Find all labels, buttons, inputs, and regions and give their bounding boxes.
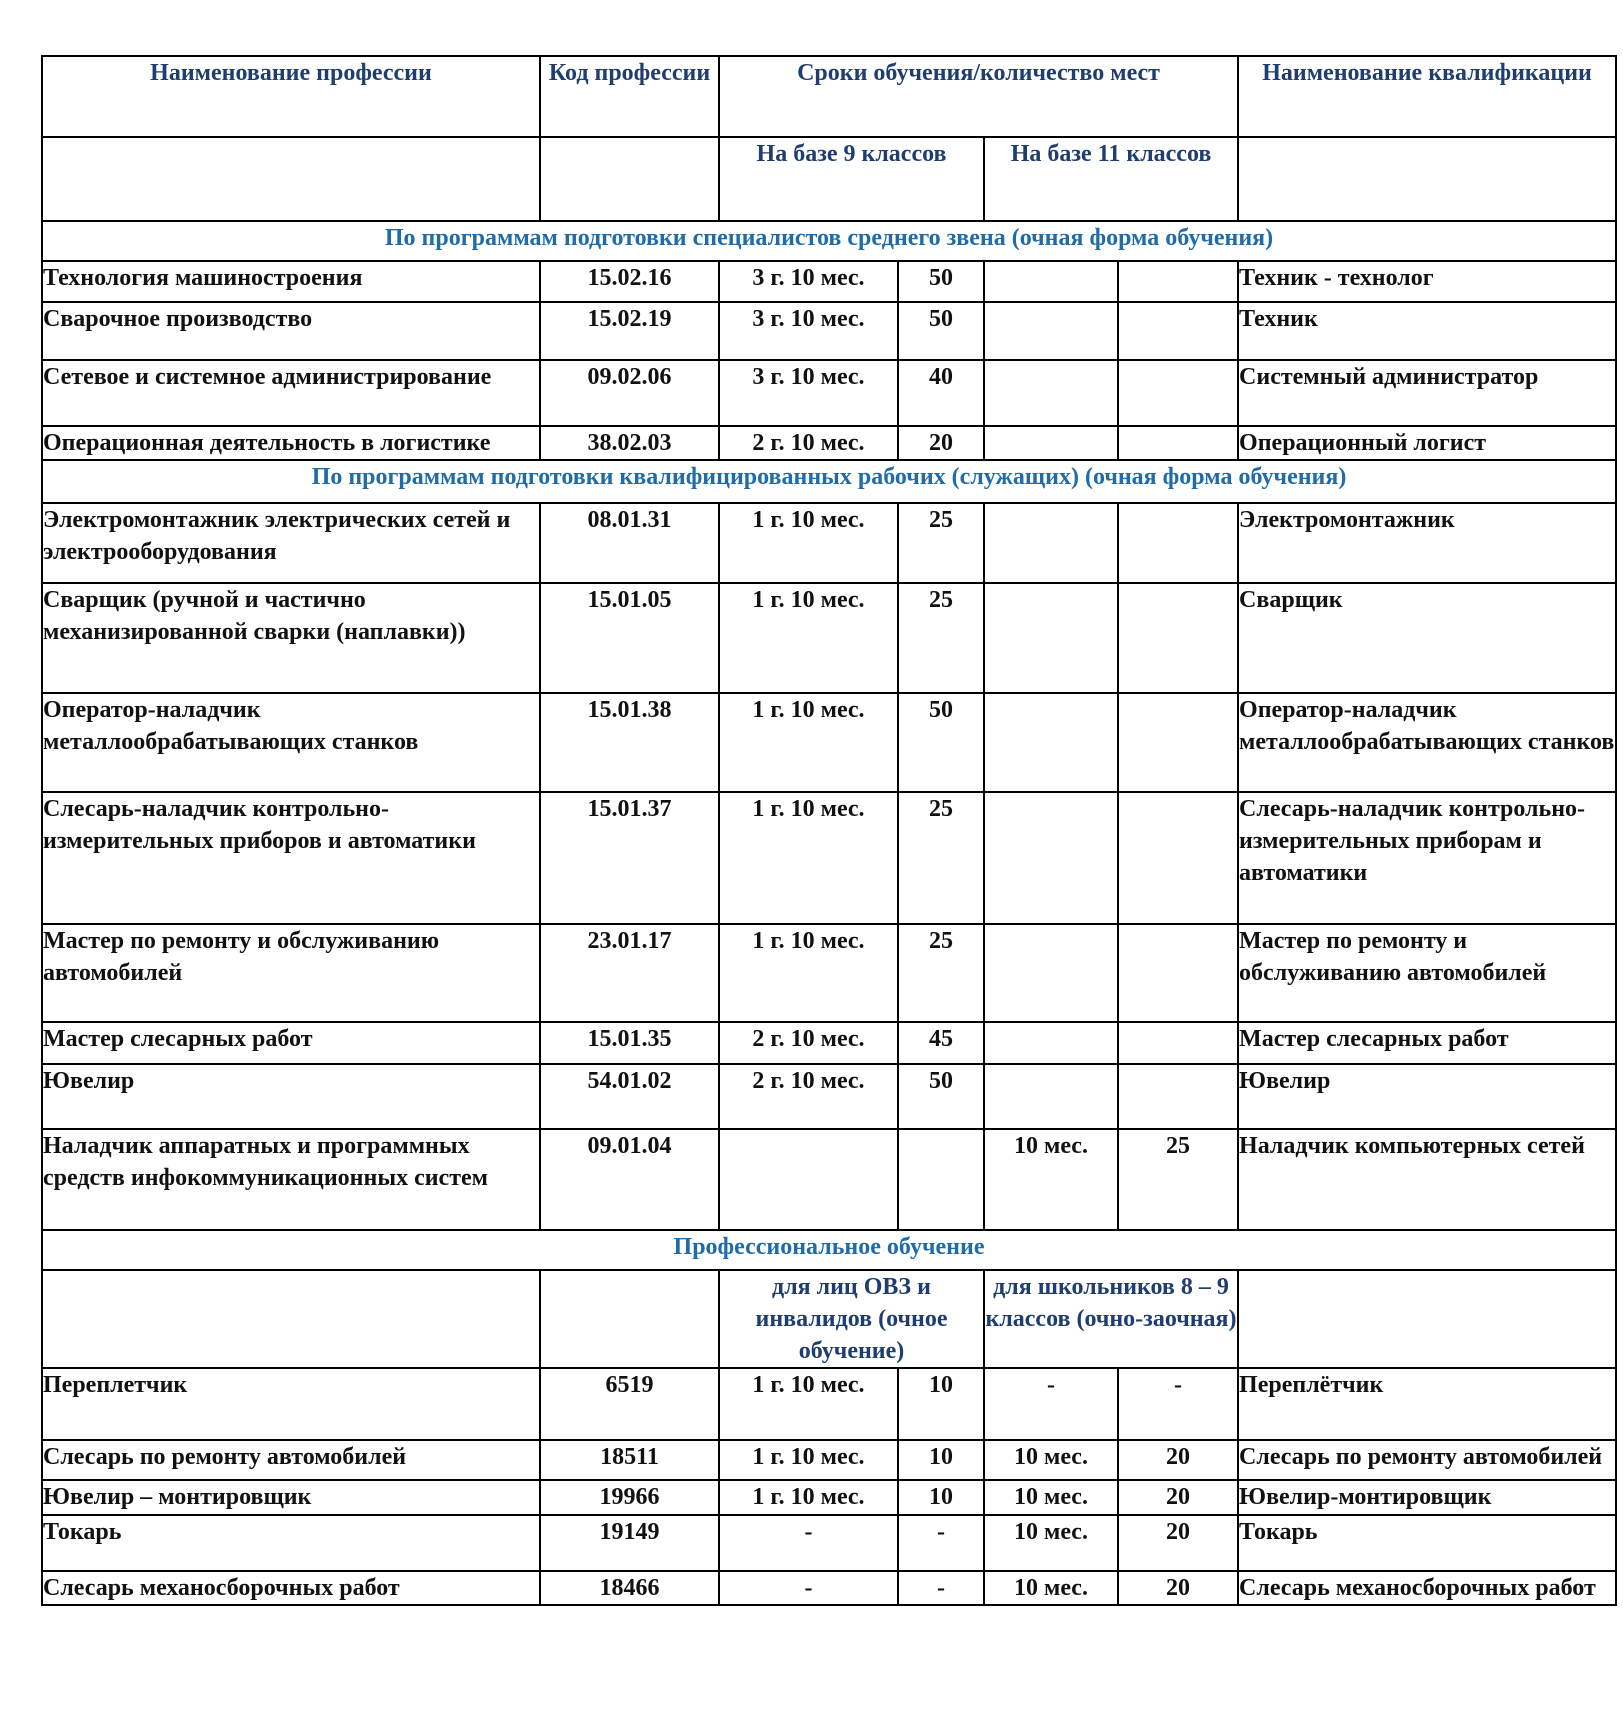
duration-cell: 3 г. 10 мес. xyxy=(719,261,898,302)
profession-name-cell: Сварочное производство xyxy=(42,302,540,360)
places-count-alt-cell xyxy=(1118,261,1238,302)
places-count-alt-cell: 20 xyxy=(1118,1480,1238,1515)
places-count-alt-cell xyxy=(1118,426,1238,460)
places-count-cell: 50 xyxy=(898,261,984,302)
places-count-cell: 25 xyxy=(898,503,984,583)
duration-cell: 3 г. 10 мес. xyxy=(719,302,898,360)
table-row xyxy=(42,1440,1616,1480)
qualification-cell: Слесарь механосборочных работ xyxy=(1238,1571,1616,1605)
profession-name-cell: Мастер по ремонту и обслуживанию автомобилей xyxy=(42,924,540,1022)
places-count-cell: 25 xyxy=(898,924,984,1022)
table-row xyxy=(42,924,1616,1022)
places-count-alt-cell xyxy=(1118,583,1238,693)
places-count-cell: 25 xyxy=(898,583,984,693)
duration-alt-cell xyxy=(984,302,1118,360)
qualification-cell: Техник xyxy=(1238,302,1616,360)
profession-name-cell: Мастер слесарных работ xyxy=(42,1022,540,1064)
duration-alt-cell xyxy=(984,503,1118,583)
table-row xyxy=(42,503,1616,583)
header-row xyxy=(42,56,1616,137)
subheader-schoolchildren: для школьников 8 – 9 классов (очно-заочная) xyxy=(984,1270,1238,1368)
profession-code-cell: 09.02.06 xyxy=(540,360,719,426)
duration-alt-cell: 10 мес. xyxy=(984,1480,1118,1515)
places-count-cell: 20 xyxy=(898,426,984,460)
subheader-row xyxy=(42,137,1616,221)
places-count-alt-cell xyxy=(1118,924,1238,1022)
profession-name-cell: Электромонтажник электрических сетей и электрооборудования xyxy=(42,503,540,583)
places-count-alt-cell: 20 xyxy=(1118,1515,1238,1571)
section-title-row xyxy=(42,1230,1616,1270)
profession-code-cell: 19966 xyxy=(540,1480,719,1515)
places-count-cell: 10 xyxy=(898,1440,984,1480)
section-title-row xyxy=(42,221,1616,261)
duration-alt-cell xyxy=(984,1064,1118,1129)
qualification-cell: Мастер по ремонту и обслуживанию автомобилей xyxy=(1238,924,1616,1022)
table-row xyxy=(42,426,1616,460)
qualification-cell: Оператор-наладчик металлообрабатывающих станков xyxy=(1238,693,1616,792)
section-title: Профессиональное обучение xyxy=(42,1230,1616,1270)
profession-name-cell: Переплетчик xyxy=(42,1368,540,1440)
places-count-alt-cell xyxy=(1118,693,1238,792)
qualification-cell: Операционный логист xyxy=(1238,426,1616,460)
table-row xyxy=(42,583,1616,693)
places-count-alt-cell: - xyxy=(1118,1368,1238,1440)
professions-table xyxy=(41,55,1617,1606)
duration-cell: 1 г. 10 мес. xyxy=(719,1440,898,1480)
table-row xyxy=(42,1064,1616,1129)
profession-code-cell: 15.02.19 xyxy=(540,302,719,360)
places-count-cell: 40 xyxy=(898,360,984,426)
profession-code-cell: 15.01.37 xyxy=(540,792,719,924)
subheader-empty-cell xyxy=(42,137,540,221)
profession-name-cell: Наладчик аппаратных и программных средств инфокоммуникационных систем xyxy=(42,1129,540,1230)
table-row xyxy=(42,302,1616,360)
subheader-empty-cell xyxy=(1238,137,1616,221)
table-row xyxy=(42,1571,1616,1605)
profession-code-cell: 6519 xyxy=(540,1368,719,1440)
subheader-base-9: На базе 9 классов xyxy=(719,137,984,221)
header-profession-name: Наименование профессии xyxy=(42,56,540,137)
profession-code-cell: 08.01.31 xyxy=(540,503,719,583)
places-count-alt-cell xyxy=(1118,503,1238,583)
duration-alt-cell xyxy=(984,360,1118,426)
duration-alt-cell xyxy=(984,426,1118,460)
qualification-cell: Токарь xyxy=(1238,1515,1616,1571)
duration-alt-cell: 10 мес. xyxy=(984,1129,1118,1230)
duration-cell: 1 г. 10 мес. xyxy=(719,503,898,583)
profession-name-cell: Ювелир – монтировщик xyxy=(42,1480,540,1515)
profession-name-cell: Сварщик (ручной и частично механизированной сварки (наплавки)) xyxy=(42,583,540,693)
duration-cell: 1 г. 10 мес. xyxy=(719,1368,898,1440)
table-row xyxy=(42,693,1616,792)
duration-cell: 1 г. 10 мес. xyxy=(719,792,898,924)
duration-cell: 2 г. 10 мес. xyxy=(719,1064,898,1129)
places-count-cell: 50 xyxy=(898,693,984,792)
profession-name-cell: Ювелир xyxy=(42,1064,540,1129)
profession-name-cell: Сетевое и системное администрирование xyxy=(42,360,540,426)
table-row xyxy=(42,1129,1616,1230)
duration-cell: 3 г. 10 мес. xyxy=(719,360,898,426)
duration-cell xyxy=(719,1129,898,1230)
profession-code-cell: 15.01.05 xyxy=(540,583,719,693)
places-count-alt-cell xyxy=(1118,1022,1238,1064)
table-row xyxy=(42,360,1616,426)
header-terms-places: Сроки обучения/количество мест xyxy=(719,56,1238,137)
qualification-cell: Переплётчик xyxy=(1238,1368,1616,1440)
places-count-cell: - xyxy=(898,1571,984,1605)
section-subheader-row xyxy=(42,1270,1616,1368)
section-title-row xyxy=(42,460,1616,503)
table-row xyxy=(42,792,1616,924)
table-row xyxy=(42,261,1616,302)
duration-alt-cell: 10 мес. xyxy=(984,1515,1118,1571)
places-count-cell: 25 xyxy=(898,792,984,924)
duration-cell: - xyxy=(719,1571,898,1605)
subheader-ovz-disabled: для лиц ОВЗ и инвалидов (очное обучение) xyxy=(719,1270,984,1368)
duration-cell: 1 г. 10 мес. xyxy=(719,583,898,693)
duration-cell: - xyxy=(719,1515,898,1571)
duration-cell: 2 г. 10 мес. xyxy=(719,1022,898,1064)
places-count-cell: 10 xyxy=(898,1480,984,1515)
subheader-empty-cell xyxy=(540,137,719,221)
header-qualification: Наименование квалификации xyxy=(1238,56,1616,137)
qualification-cell: Ювелир-монтировщик xyxy=(1238,1480,1616,1515)
duration-alt-cell xyxy=(984,792,1118,924)
profession-code-cell: 23.01.17 xyxy=(540,924,719,1022)
profession-code-cell: 15.02.16 xyxy=(540,261,719,302)
duration-alt-cell: 10 мес. xyxy=(984,1571,1118,1605)
duration-cell: 1 г. 10 мес. xyxy=(719,693,898,792)
profession-name-cell: Операционная деятельность в логистике xyxy=(42,426,540,460)
profession-code-cell: 54.01.02 xyxy=(540,1064,719,1129)
qualification-cell: Слесарь по ремонту автомобилей xyxy=(1238,1440,1616,1480)
duration-alt-cell: 10 мес. xyxy=(984,1440,1118,1480)
profession-code-cell: 18466 xyxy=(540,1571,719,1605)
duration-alt-cell xyxy=(984,261,1118,302)
qualification-cell: Электромонтажник xyxy=(1238,503,1616,583)
qualification-cell: Сварщик xyxy=(1238,583,1616,693)
section-title: По программам подготовки квалифицированных рабочих (служащих) (очная форма обучения) xyxy=(42,460,1616,503)
profession-code-cell: 38.02.03 xyxy=(540,426,719,460)
subheader-base-11: На базе 11 классов xyxy=(984,137,1238,221)
qualification-cell: Техник - технолог xyxy=(1238,261,1616,302)
profession-name-cell: Слесарь по ремонту автомобилей xyxy=(42,1440,540,1480)
duration-alt-cell xyxy=(984,924,1118,1022)
duration-alt-cell xyxy=(984,583,1118,693)
table-row xyxy=(42,1480,1616,1515)
places-count-cell: 50 xyxy=(898,1064,984,1129)
header-profession-code: Код профессии xyxy=(540,56,719,137)
qualification-cell: Мастер слесарных работ xyxy=(1238,1022,1616,1064)
table-row xyxy=(42,1515,1616,1571)
duration-alt-cell xyxy=(984,1022,1118,1064)
subheader-empty-cell xyxy=(540,1270,719,1368)
profession-name-cell: Технология машиностроения xyxy=(42,261,540,302)
profession-code-cell: 15.01.38 xyxy=(540,693,719,792)
places-count-alt-cell: 20 xyxy=(1118,1440,1238,1480)
duration-cell: 1 г. 10 мес. xyxy=(719,924,898,1022)
places-count-alt-cell: 25 xyxy=(1118,1129,1238,1230)
places-count-alt-cell xyxy=(1118,360,1238,426)
table-row xyxy=(42,1022,1616,1064)
duration-cell: 2 г. 10 мес. xyxy=(719,426,898,460)
table-body xyxy=(42,56,1616,1605)
places-count-alt-cell xyxy=(1118,1064,1238,1129)
places-count-cell: - xyxy=(898,1515,984,1571)
qualification-cell: Слесарь-наладчик контрольно-измерительных приборам и автоматики xyxy=(1238,792,1616,924)
profession-code-cell: 15.01.35 xyxy=(540,1022,719,1064)
section-title: По программам подготовки специалистов среднего звена (очная форма обучения) xyxy=(42,221,1616,261)
qualification-cell: Наладчик компьютерных сетей xyxy=(1238,1129,1616,1230)
duration-alt-cell: - xyxy=(984,1368,1118,1440)
profession-name-cell: Слесарь-наладчик контрольно-измерительных приборов и автоматики xyxy=(42,792,540,924)
qualification-cell: Системный администратор xyxy=(1238,360,1616,426)
duration-cell: 1 г. 10 мес. xyxy=(719,1480,898,1515)
profession-code-cell: 09.01.04 xyxy=(540,1129,719,1230)
profession-name-cell: Токарь xyxy=(42,1515,540,1571)
profession-name-cell: Оператор-наладчик металлообрабатывающих станков xyxy=(42,693,540,792)
places-count-cell: 10 xyxy=(898,1368,984,1440)
places-count-cell xyxy=(898,1129,984,1230)
subheader-empty-cell xyxy=(42,1270,540,1368)
table-row xyxy=(42,1368,1616,1440)
places-count-alt-cell: 20 xyxy=(1118,1571,1238,1605)
qualification-cell: Ювелир xyxy=(1238,1064,1616,1129)
subheader-empty-cell xyxy=(1238,1270,1616,1368)
places-count-alt-cell xyxy=(1118,302,1238,360)
places-count-cell: 45 xyxy=(898,1022,984,1064)
duration-alt-cell xyxy=(984,693,1118,792)
profession-code-cell: 19149 xyxy=(540,1515,719,1571)
places-count-alt-cell xyxy=(1118,792,1238,924)
places-count-cell: 50 xyxy=(898,302,984,360)
profession-code-cell: 18511 xyxy=(540,1440,719,1480)
profession-name-cell: Слесарь механосборочных работ xyxy=(42,1571,540,1605)
